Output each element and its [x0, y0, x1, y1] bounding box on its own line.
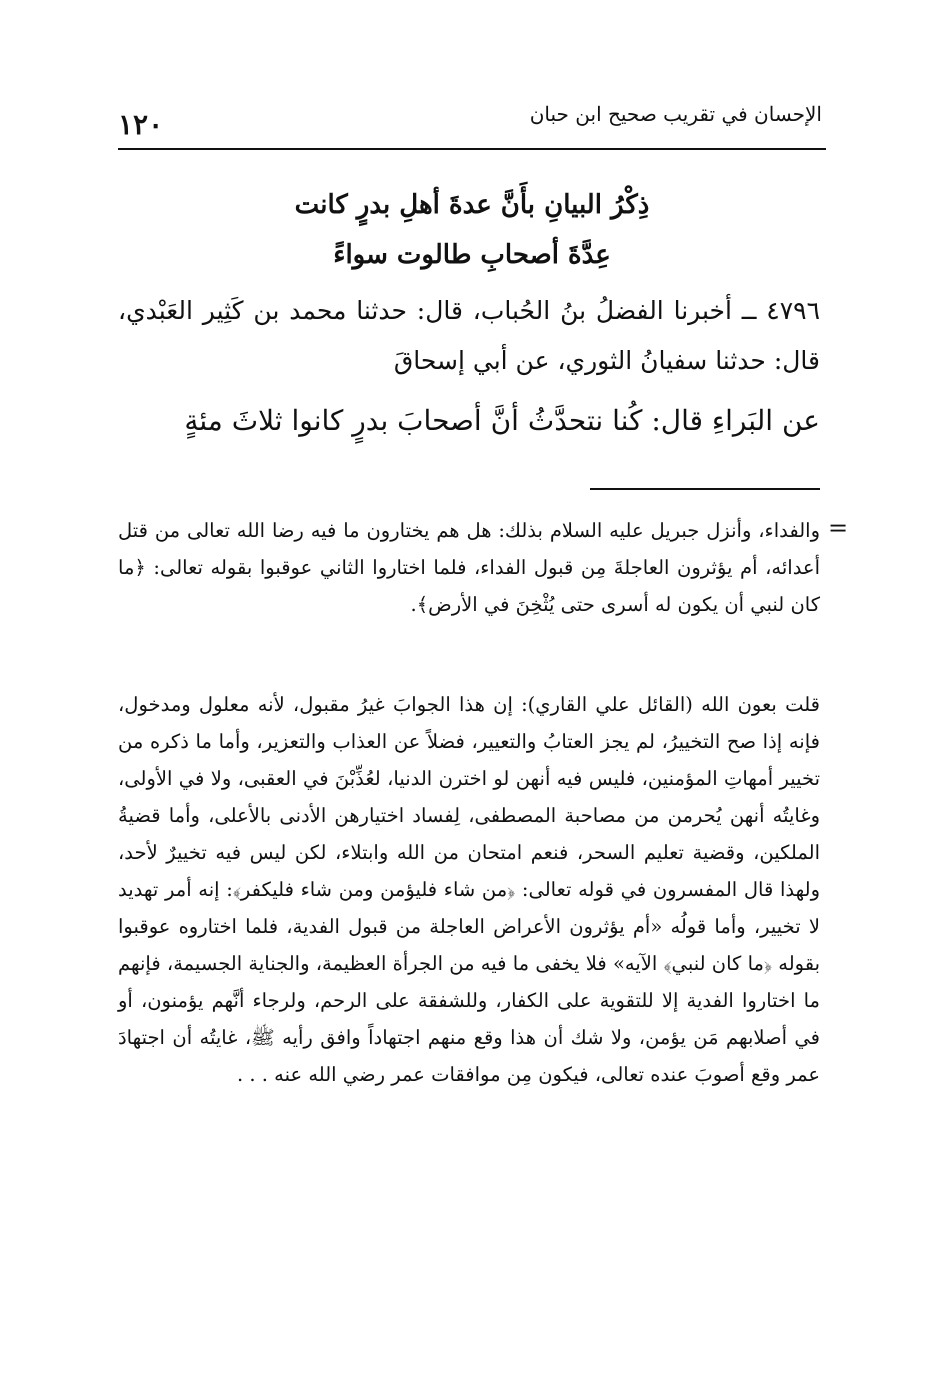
- header-rule: [118, 148, 826, 150]
- chapter-heading-line-1: ذِكْرُ البيانِ بأَنَّ عدةَ أهلِ بدرٍ كانت: [294, 190, 650, 220]
- footnote-paragraph-1: والفداء، وأنزل جبريل عليه السلام بذلك: هل هم يختارون ما فيه رضا الله تعالى من قتل أعدائه، أم يؤثرون العاجلةَ مِن قبول الفداء، فلما اختاروا الثاني عوقبوا بقوله تعالى: ﴿ما كان لنبي أن يكون له أسرى حتى يُثْخِنَ في الأرض﴾.: [118, 519, 820, 616]
- footnote-paragraph-2: قلت بعون الله (القائل علي القاري): إن هذا الجوابَ غيرُ مقبول، لأنه معلول ومدخول، فإنه إذا صح التخييرُ، لم يجز العتابُ والتعيير، فضلاً عن العذاب والتعزير، وأما ما ذكره من تخيير أمهاتِ المؤمنين، فليس فيه أنهن لو اخترن الدنيا، لعُذِّبْنَ في العقبى، ولا في الأولى، وغايتُه أنهن يُحرمن من مصاحبة المصطفى، لِفساد اختيارهن الأدنى بالأعلى، وأما قضيةُ الملكين، وقضية تعليم السحر، فنعم امتحان من الله وابتلاء، لكن ليس فيه تخييرٌ لأحد، ولهذا قال المفسرون في قوله تعالى: ﴿من شاء فليؤمن ومن شاء فليكفر﴾: إنه أمر تهديد لا تخيير، وأما قولُه «أم يؤثرون الأعراض العاجلة من قبول الفدية، فلما اختاروه عوقبوا بقوله ﴿ما كان لنبي﴾ الآيه» فلا يخفى ما فيه من الجرأة العظيمة، والجناية الجسيمة، فإنهم ما اختاروا الفدية إلا للتقوية على الكفار، وللشفقة على الرحم، ولرجاء أنَّهم يؤمنون، أو في أصلابهم مَن يؤمن، ولا شك أن هذا وقع منهم اجتهاداً وافق رأيه ﷺ، غايتُه أن اجتهادَ عمر وقع أصوبَ عنده تعالى، فيكون مِن موافقات عمر رضي الله عنه . . .: [118, 693, 820, 1086]
- running-title: الإحسان في تقريب صحيح ابن حبان: [529, 102, 822, 126]
- page-header: [118, 96, 826, 152]
- page-number: ١٢٠: [118, 108, 164, 141]
- hadith-chain: ٤٧٩٦ ــ أخبرنا الفضلُ بنُ الحُباب، قال: حدثنا محمد بن كَثِير العَبْدي، قال: حدثنا سفيانُ الثوري، عن أبي إسحاقَ: [118, 296, 820, 375]
- chapter-heading-line-2: عِدَّةَ أصحابِ طالوت سواءً: [333, 240, 611, 270]
- footnote-separator: [590, 488, 820, 490]
- hadith-text: عن البَراءِ قال: كُنا نتحدَّثُ أنَّ أصحابَ بدرٍ كانوا ثلاثَ مئةٍ: [184, 404, 820, 437]
- footnote-continuation-mark: =: [828, 514, 849, 542]
- chapter-heading: [118, 180, 826, 280]
